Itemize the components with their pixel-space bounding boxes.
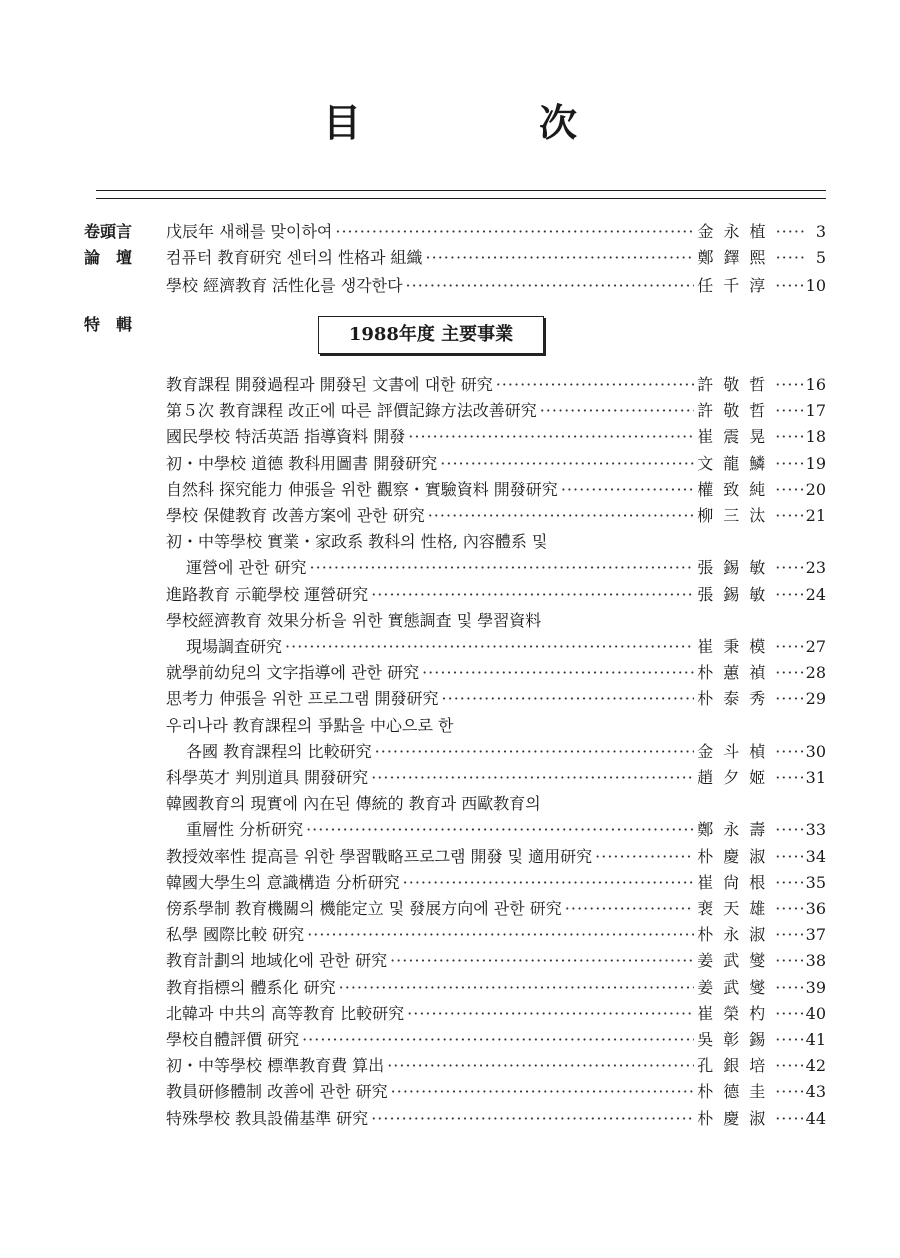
toc-entry-title: 現場調査研究: [186, 637, 283, 656]
toc-entry-author: 朴蕙禎: [697, 663, 776, 682]
toc-entry[interactable]: [166, 582, 826, 605]
page-dot-leader: ·····: [775, 506, 806, 525]
toc-entry-author: 鄭永壽: [697, 820, 776, 839]
toc-entry[interactable]: [166, 686, 826, 709]
toc-entry[interactable]: [166, 870, 826, 893]
toc-entry-page: 35: [805, 873, 826, 892]
dot-leader: [595, 847, 694, 866]
toc-entry-title: 教員研修體制 改善에 관한 研究: [166, 1082, 388, 1101]
toc-entry-title: 私學 國際比較 研究: [166, 925, 305, 944]
page-dot-leader: ·····: [775, 768, 806, 787]
toc-entry-title: 重層性 分析研究: [186, 820, 304, 839]
toc-entry-title: 教育指標의 體系化 研究: [166, 978, 336, 997]
page-dot-leader: ·····: [775, 742, 806, 761]
toc-entry-author: 趙夕姬: [697, 768, 776, 787]
toc-entry[interactable]: [166, 1001, 826, 1024]
dot-leader: [375, 742, 695, 761]
section-label-text: 特 輯: [84, 315, 133, 334]
toc-entry[interactable]: [166, 922, 826, 945]
toc-entry-page: 37: [805, 925, 826, 944]
dot-leader: [565, 899, 694, 918]
toc-entry-title: 各國 教育課程의 比較研究: [186, 742, 372, 761]
page-dot-leader: ·····: [775, 1082, 806, 1101]
toc-entry-author: 任千淳: [697, 276, 776, 295]
page-dot-leader: ·····: [775, 427, 806, 446]
page-dot-leader: ·····: [775, 454, 806, 473]
dot-leader: [335, 222, 694, 241]
toc-entry-title: 學校 保健教育 改善方案에 관한 研究: [166, 506, 425, 525]
toc-entry[interactable]: [186, 739, 826, 762]
page-dot-leader: ·····: [775, 820, 806, 839]
toc-entry-author: 裵天雄: [697, 899, 776, 918]
dot-leader: [403, 873, 695, 892]
toc-entry-title: 就學前幼兒의 文字指導에 관한 研究: [166, 663, 420, 682]
toc-entry[interactable]: [166, 398, 826, 421]
toc-entry-page: 17: [805, 401, 826, 420]
toc-entry[interactable]: [166, 245, 826, 268]
toc-entry-page: 40: [805, 1004, 826, 1023]
toc-entry-title: 韓國大學生의 意識構造 分析研究: [166, 873, 400, 892]
toc-entry-title: 進路教育 示範學校 運營研究: [166, 585, 369, 604]
header-rule-thin: [96, 198, 826, 199]
page-dot-leader: ·····: [775, 558, 806, 577]
dot-leader: [302, 1030, 694, 1049]
toc-entry-title: 初・中等學校 標準教育費 算出: [166, 1056, 385, 1075]
toc-entry-page: 34: [805, 847, 826, 866]
toc-entry[interactable]: [166, 765, 826, 788]
toc-entry-title: 教授效率性 提高를 위한 學習戰略프로그램 開發 및 適用研究: [166, 847, 593, 866]
toc-entry-page: 3: [815, 222, 826, 241]
dot-leader: [387, 1056, 694, 1075]
dot-leader: [406, 276, 695, 295]
special-section-box: 1988年度 主要事業: [318, 316, 544, 354]
toc-entry-author: 朴泰秀: [697, 689, 776, 708]
page-dot-leader: ·····: [775, 276, 806, 295]
dot-leader: [422, 663, 694, 682]
toc-entry-author: 柳三汰: [697, 506, 776, 525]
dot-leader: [428, 506, 694, 525]
page-dot-leader: ·····: [775, 689, 806, 708]
toc-entry-title-line: 初・中等學校 實業・家政系 教科의 性格, 內容體系 및: [166, 532, 548, 551]
toc-entry-author: 權致純: [697, 480, 776, 499]
toc-entry-author: 姜武燮: [697, 978, 776, 997]
toc-entry-title: 北韓과 中共의 高等教育 比較研究: [166, 1004, 405, 1023]
dot-leader: [371, 585, 694, 604]
toc-entry-title: 第５次 教育課程 改正에 따른 評價記錄方法改善研究: [166, 401, 537, 420]
dot-leader: [339, 978, 695, 997]
toc-entry-author: 崔榮杓: [697, 1004, 776, 1023]
toc-entry-page: 29: [805, 689, 826, 708]
page-dot-leader: ·····: [775, 873, 806, 892]
toc-entry-author: 金斗楨: [697, 742, 776, 761]
dot-leader: [426, 248, 695, 267]
dot-leader: [496, 375, 694, 394]
header-rule: [96, 190, 826, 191]
toc-entry-title: 教育課程 開發過程과 開發된 文書에 대한 研究: [166, 375, 493, 394]
toc-entry[interactable]: [166, 1079, 826, 1102]
dot-leader: [371, 768, 694, 787]
toc-entry-page: 38: [805, 951, 826, 970]
toc-entry-title: 學校 經濟教育 活性化를 생각한다: [166, 276, 403, 295]
page-dot-leader: ·····: [775, 899, 806, 918]
toc-entry-title: 傍系學制 教育機關의 機能定立 및 發展方向에 관한 研究: [166, 899, 562, 918]
toc-entry[interactable]: [186, 634, 826, 657]
dot-leader: [440, 454, 694, 473]
toc-entry[interactable]: [166, 975, 826, 998]
toc-entry[interactable]: [166, 477, 826, 500]
section-label-special: [84, 312, 162, 335]
toc-entry[interactable]: [166, 451, 826, 474]
toc-entry-title: 自然科 探究能力 伸張을 위한 觀察・實驗資料 開發研究: [166, 480, 558, 499]
toc-entry-page: 33: [805, 820, 826, 839]
toc-entry[interactable]: [166, 1053, 826, 1076]
dot-leader: [540, 401, 694, 420]
toc-entry-author: 金永植: [697, 222, 776, 241]
dot-leader: [561, 480, 694, 499]
toc-entry-title: 戊辰年 새해를 맞이하여: [166, 222, 333, 241]
toc-entry-author: 崔尙根: [697, 873, 776, 892]
page-dot-leader: ·····: [775, 1004, 806, 1023]
toc-entry-author: 孔銀培: [697, 1056, 776, 1075]
toc-entry-page: 5: [815, 248, 826, 267]
dot-leader: [310, 558, 695, 577]
toc-entry-title: 運營에 관한 研究: [186, 558, 307, 577]
toc-entry-page: 30: [805, 742, 826, 761]
page-dot-leader: ·····: [775, 951, 806, 970]
toc-entry-page: 20: [805, 480, 826, 499]
page-dot-leader: ·····: [775, 925, 806, 944]
toc-entry-author: 文龍鱗: [697, 454, 776, 473]
toc-entry-author: 姜武燮: [697, 951, 776, 970]
toc-entry-page: 23: [805, 558, 826, 577]
toc-entry[interactable]: [166, 219, 826, 242]
toc-entry-author: 朴德圭: [697, 1082, 776, 1101]
toc-entry[interactable]: [166, 424, 826, 447]
toc-entry-title: 學校自體評價 研究: [166, 1030, 300, 1049]
toc-entry[interactable]: [166, 896, 826, 919]
toc-entry-title-line: 우리나라 教育課程의 爭點을 中心으로 한: [166, 716, 454, 735]
section-label-foreword: [84, 219, 162, 242]
page-dot-leader: ·····: [775, 375, 806, 394]
toc-entry[interactable]: [166, 503, 826, 526]
page-dot-leader: ·····: [775, 222, 806, 241]
toc-entry-page: 21: [805, 506, 826, 525]
page-dot-leader: ·····: [775, 1030, 806, 1049]
toc-entry-page: 31: [805, 768, 826, 787]
toc-entry-title: 教育計劃의 地域化에 관한 研究: [166, 951, 388, 970]
toc-entry-page: 36: [805, 899, 826, 918]
page-dot-leader: ·····: [775, 480, 806, 499]
toc-entry-author: 朴永淑: [697, 925, 776, 944]
dot-leader: [285, 637, 694, 656]
toc-entry-page: 19: [805, 454, 826, 473]
toc-entry-author: 吳彰錫: [697, 1030, 776, 1049]
toc-entry-title: 初・中學校 道德 教科用圖書 開發研究: [166, 454, 438, 473]
page-dot-leader: ·····: [775, 585, 806, 604]
toc-entry-page: 42: [805, 1056, 826, 1075]
toc-entry-title: 特殊學校 教具設備基準 研究: [166, 1109, 369, 1128]
toc-entry-author: 朴慶淑: [697, 1109, 776, 1128]
toc-entry-author: 張錫敏: [697, 585, 776, 604]
toc-entry[interactable]: [186, 555, 826, 578]
toc-entry-page: 16: [805, 375, 826, 394]
toc-entry-page: 10: [805, 276, 826, 295]
toc-entry-title: 科學英才 判別道具 開發研究: [166, 768, 369, 787]
section-label-forum: [84, 245, 162, 268]
dot-leader: [371, 1109, 694, 1128]
toc-entry[interactable]: [166, 372, 826, 395]
toc-entry-page: 43: [805, 1082, 826, 1101]
dot-leader: [407, 1004, 694, 1023]
dot-leader: [306, 820, 694, 839]
dot-leader: [390, 951, 694, 970]
page-dot-leader: ·····: [775, 847, 806, 866]
toc-entry-author: 崔震晃: [697, 427, 776, 446]
dot-leader: [307, 925, 694, 944]
toc-entry-title: 國民學校 特活英語 指導資料 開發: [166, 427, 406, 446]
page-dot-leader: ·····: [775, 637, 806, 656]
toc-entry-page: 28: [805, 663, 826, 682]
dot-leader: [408, 427, 694, 446]
toc-entry-page: 18: [805, 427, 826, 446]
toc-entry[interactable]: [186, 817, 826, 840]
section-label-text: 卷頭言: [84, 222, 133, 241]
toc-entry-author: 鄭鐸熙: [697, 248, 776, 267]
section-label-text: 論 壇: [84, 248, 133, 267]
toc-entry[interactable]: [166, 660, 826, 683]
toc-entry-page: 27: [805, 637, 826, 656]
page-dot-leader: ·····: [775, 248, 806, 267]
page-dot-leader: ·····: [775, 663, 806, 682]
toc-entry-author: 許敬哲: [697, 401, 776, 420]
toc-entry-author: 朴慶淑: [697, 847, 776, 866]
toc-entry-title-line: 學校經濟教育 效果分析을 위한 實態調査 및 學習資料: [166, 611, 542, 630]
page-dot-leader: ·····: [775, 978, 806, 997]
toc-entry[interactable]: [166, 1106, 826, 1129]
toc-entry-page: 39: [805, 978, 826, 997]
toc-entry-title: 思考力 伸張을 위한 프로그램 開發研究: [166, 689, 439, 708]
toc-entry-title-line: 韓國教育의 現實에 內在된 傳統的 教育과 西歐教育의: [166, 794, 541, 813]
dot-leader: [391, 1082, 695, 1101]
toc-entry-author: 崔秉模: [697, 637, 776, 656]
toc-entry-page: 24: [805, 585, 826, 604]
page-dot-leader: ·····: [775, 1056, 806, 1075]
page-dot-leader: ·····: [775, 1109, 806, 1128]
toc-entry-title: 컴퓨터 教育研究 센터의 性格과 組織: [166, 248, 423, 267]
toc-entry-page: 44: [805, 1109, 826, 1128]
toc-entry[interactable]: [166, 1027, 826, 1050]
toc-entry-author: 張錫敏: [697, 558, 776, 577]
toc-entry[interactable]: [166, 844, 826, 867]
toc-entry[interactable]: [166, 948, 826, 971]
toc-entry-author: 許敬哲: [697, 375, 776, 394]
dot-leader: [442, 689, 695, 708]
page-dot-leader: ·····: [775, 401, 806, 420]
page-title: 目 次: [322, 100, 647, 145]
toc-entry-page: 41: [805, 1030, 826, 1049]
toc-entry[interactable]: [166, 273, 826, 296]
